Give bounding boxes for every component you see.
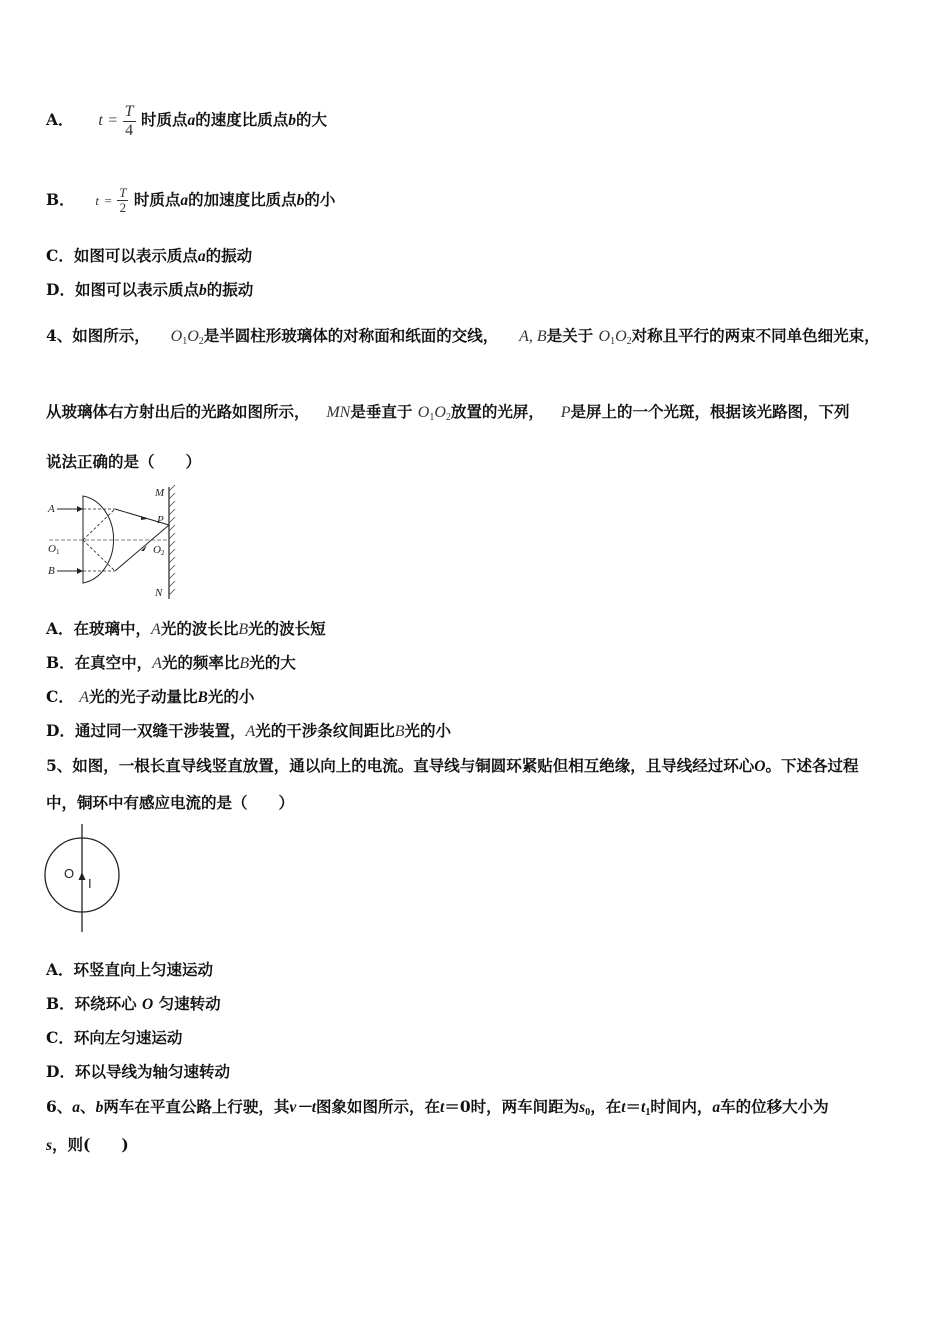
arrow-a (77, 506, 83, 512)
option-letter: D． (46, 280, 75, 299)
center-o: O (754, 758, 766, 775)
option-text: 光的小 (404, 721, 452, 740)
equals-sign: = (108, 112, 118, 130)
stem-text: 放置的光屏， (450, 402, 544, 421)
option-text: 时质点 (140, 110, 188, 130)
option-letter: C． (46, 246, 74, 265)
o-letter: O (187, 328, 199, 345)
option-text: 在玻璃中， (73, 619, 152, 638)
q4-option-d[interactable] (46, 719, 451, 741)
option-text: 光的小 (207, 687, 255, 706)
t-letter: t (641, 1099, 646, 1116)
normal-b (83, 540, 115, 571)
option-text: 的速度比质点 (195, 110, 289, 130)
s-symbol: s (46, 1137, 53, 1154)
stem-text: 是屏上的一个光斑，根据该光路图，下列 (570, 402, 850, 421)
stem-text: 从玻璃体右方射出后的光路如图所示， (46, 402, 310, 421)
option-text: 光的大 (249, 653, 296, 672)
car-a: a (712, 1099, 721, 1116)
option-text: 的大 (295, 110, 327, 130)
beam-b: B (197, 689, 208, 706)
subscript: 1 (645, 1107, 651, 1118)
beam-b: B (394, 723, 405, 740)
q6-stem-line2 (46, 1133, 129, 1155)
q3-option-b[interactable] (46, 186, 335, 216)
stem-text: ＝0 (444, 1097, 471, 1116)
subscript: 1 (182, 336, 188, 347)
option-text: 环绕环心 (74, 994, 137, 1013)
stem-text: ＝ (625, 1097, 642, 1116)
q4-option-a[interactable] (46, 617, 326, 639)
stem-text: 如图所示， (72, 326, 150, 345)
t1-symbol (641, 1099, 650, 1116)
o-letter: O (170, 328, 183, 345)
option-text: 光的光子动量比 (89, 687, 198, 706)
normal-a (83, 509, 115, 540)
o1o2-symbol (599, 328, 632, 345)
fraction-t-over-4 (123, 103, 136, 139)
fraction-numerator: T (119, 185, 127, 200)
stem-text: 对称且平行的两束不同单色细光束， (631, 326, 880, 345)
stem-text: ，则( ) (52, 1135, 129, 1154)
label-n: N (155, 587, 163, 599)
stem-text: 说法正确的是（ ） (46, 452, 202, 471)
o-letter: O (434, 404, 446, 421)
fraction-t-over-2 (117, 186, 128, 216)
o-letter: O (615, 328, 627, 345)
stem-text: ，在 (590, 1097, 622, 1116)
stem-text: 中，铜环中有感应电流的是（ ） (46, 793, 295, 812)
option-letter: B． (46, 189, 75, 209)
beam-a: A (245, 723, 256, 740)
s-letter: s (579, 1099, 586, 1116)
label-m: M (155, 487, 165, 499)
option-text: 光的波长比 (160, 619, 239, 638)
q5-option-b[interactable] (46, 992, 221, 1014)
q5-option-a[interactable] (46, 958, 213, 980)
stem-text: 车的位移大小为 (720, 1097, 829, 1116)
o1o2-symbol (171, 328, 204, 345)
subscript: 1 (429, 412, 435, 423)
option-text: 的加速度比质点 (188, 189, 297, 209)
car-a: a (72, 1099, 81, 1116)
car-b: b (95, 1099, 104, 1116)
t-symbol: t (440, 1099, 445, 1116)
option-text: 光的干涉条纹间距比 (255, 721, 395, 740)
p-symbol: P (560, 404, 571, 421)
option-text: 通过同一双缝干涉装置， (74, 721, 246, 740)
beam-a: A (79, 689, 90, 706)
option-letter: C． (46, 1028, 74, 1047)
q3-option-a[interactable] (46, 103, 327, 139)
stem-text: 、 (80, 1097, 96, 1116)
option-text: 如图可以表示质点 (74, 280, 199, 299)
option-letter: C． (46, 687, 74, 706)
t-variable: t (95, 192, 100, 208)
q3-option-c[interactable] (46, 244, 252, 266)
option-text: 在真空中， (74, 653, 153, 672)
particle-a: a (180, 191, 189, 209)
particle-b: b (198, 282, 207, 299)
subscript: 0 (585, 1107, 591, 1118)
q6-stem-line1 (46, 1095, 829, 1118)
q5-option-c[interactable] (46, 1026, 182, 1048)
stem-text: 时间内， (650, 1097, 713, 1116)
option-text: 环向左匀速运动 (73, 1028, 183, 1047)
current-arrow (79, 872, 86, 880)
stem-text: 是半圆柱形玻璃体的对称面和纸面的交线， (203, 326, 499, 345)
beam-a: A (152, 655, 162, 672)
q4-stem-line3 (46, 450, 201, 472)
label-o1: O1 (48, 543, 60, 556)
q4-option-c[interactable] (46, 685, 254, 707)
label-a: A (48, 503, 55, 515)
stem-text: 图象如图所示，在 (316, 1097, 441, 1116)
label-p: P (157, 514, 164, 526)
center-o: O (142, 996, 154, 1013)
q5-ring-figure (40, 822, 126, 934)
option-letter: B． (46, 653, 75, 672)
stem-text: 5、如图，一根长直导线竖直放置，通以向上的电流。直导线与铜圆环紧贴但相互绝缘，且导线经过环心 (46, 756, 755, 775)
fraction-denominator: 2 (119, 200, 127, 216)
option-letter: A． (46, 960, 74, 979)
o-letter: O (417, 404, 430, 421)
option-text: 匀速转动 (158, 994, 221, 1013)
q5-stem-line2 (46, 791, 294, 813)
q3-option-d[interactable] (46, 278, 253, 300)
label-b: B (48, 565, 55, 577)
stem-text: 是垂直于 (350, 402, 413, 421)
label-o2: O2 (153, 544, 165, 557)
option-letter: B． (46, 994, 75, 1013)
option-text: 的小 (304, 189, 336, 209)
particle-a: a (197, 248, 206, 265)
particle-b: b (288, 112, 296, 130)
option-text: 时质点 (133, 189, 181, 209)
option-text: 环竖直向上匀速运动 (73, 960, 214, 979)
subscript: 2 (626, 336, 632, 347)
option-letter: A． (46, 110, 74, 130)
s0-symbol (579, 1099, 590, 1116)
subscript: 1 (610, 336, 616, 347)
q4-option-b[interactable] (46, 651, 296, 673)
screen-hatching (169, 485, 175, 595)
option-letter: D． (46, 1062, 75, 1081)
vt-symbol: v－t (289, 1099, 317, 1116)
option-letter: A． (46, 619, 74, 638)
ab-symbol: A, B (519, 328, 547, 345)
beam-b: B (239, 655, 250, 672)
t-symbol: t (621, 1099, 626, 1116)
fraction-numerator: T (124, 103, 134, 120)
q5-stem-line1 (46, 754, 859, 776)
option-text: 如图可以表示质点 (73, 246, 198, 265)
stem-text: 是关于 (546, 326, 594, 345)
stem-text: 时，两车间距为 (470, 1097, 580, 1116)
label-o: O (64, 866, 75, 881)
o1o2-symbol (418, 404, 451, 421)
stem-text: 两车在平直公路上行驶，其 (103, 1097, 290, 1116)
arrow-b (77, 568, 83, 574)
beam-b: B (238, 621, 249, 638)
option-text: 光的波长短 (248, 619, 326, 638)
option-text: 环以导线为轴匀速转动 (74, 1062, 230, 1081)
q5-option-d[interactable] (46, 1060, 230, 1082)
mn-symbol: MN (326, 404, 351, 421)
beam-a: A (151, 621, 161, 638)
option-text: 的振动 (205, 246, 253, 265)
stem-text: 。下述各过程 (765, 756, 859, 775)
option-letter: D． (46, 721, 75, 740)
option-text: 的振动 (206, 280, 254, 299)
q4-stem-line2 (46, 400, 850, 423)
subscript: 2 (445, 412, 451, 423)
particle-a: a (187, 112, 196, 130)
particle-b: b (296, 191, 305, 209)
option-text: 光的频率比 (161, 653, 240, 672)
subscript: 2 (198, 336, 204, 347)
o-letter: O (598, 328, 611, 345)
fraction-denominator: 4 (125, 121, 134, 139)
q4-stem-line1 (46, 324, 880, 347)
equals-sign: = (104, 192, 112, 208)
q4-optics-figure (45, 483, 185, 605)
t-variable: t (98, 112, 103, 130)
question-number: 6、 (46, 1097, 73, 1116)
question-number: 4、 (46, 326, 73, 345)
label-i: I (88, 876, 92, 891)
